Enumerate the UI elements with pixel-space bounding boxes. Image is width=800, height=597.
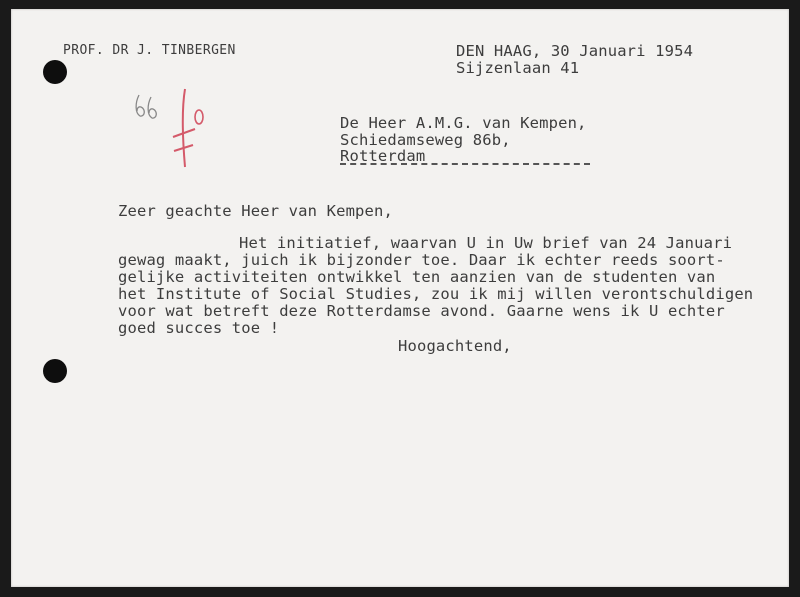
- body-line: goed succes toe !: [118, 319, 280, 337]
- pencil-annotation: [131, 89, 171, 129]
- sender-street: Sijzenlaan 41: [456, 59, 580, 77]
- punch-hole-bottom: [43, 359, 67, 383]
- body-line: het Institute of Social Studies, zou ik mij willen verontschuldigen: [118, 285, 754, 303]
- place-date: DEN HAAG, 30 Januari 1954: [456, 42, 694, 60]
- red-annotation: [171, 87, 211, 177]
- body-line: voor wat betreft deze Rotterdamse avond. Gaarne wens ik U echter: [118, 302, 725, 320]
- body-line: Het initiatief, waarvan U in Uw brief van 24 Januari: [239, 234, 733, 252]
- recipient-name: De Heer A.M.G. van Kempen,: [340, 114, 587, 132]
- address-underline: [340, 163, 590, 165]
- sender-name: PROF. DR J. TINBERGEN: [63, 43, 236, 58]
- closing: Hoogachtend,: [398, 337, 512, 355]
- recipient-street: Schiedamseweg 86b,: [340, 131, 511, 149]
- letter-page: [11, 9, 789, 587]
- body-line: gelijke activiteiten ontwikkel ten aanzien van de studenten van: [118, 268, 716, 286]
- recipient-city: Rotterdam: [340, 147, 426, 165]
- salutation: Zeer geachte Heer van Kempen,: [118, 202, 393, 220]
- body-line: gewag maakt, juich ik bijzonder toe. Daar ik echter reeds soort-: [118, 251, 725, 269]
- punch-hole-top: [43, 60, 67, 84]
